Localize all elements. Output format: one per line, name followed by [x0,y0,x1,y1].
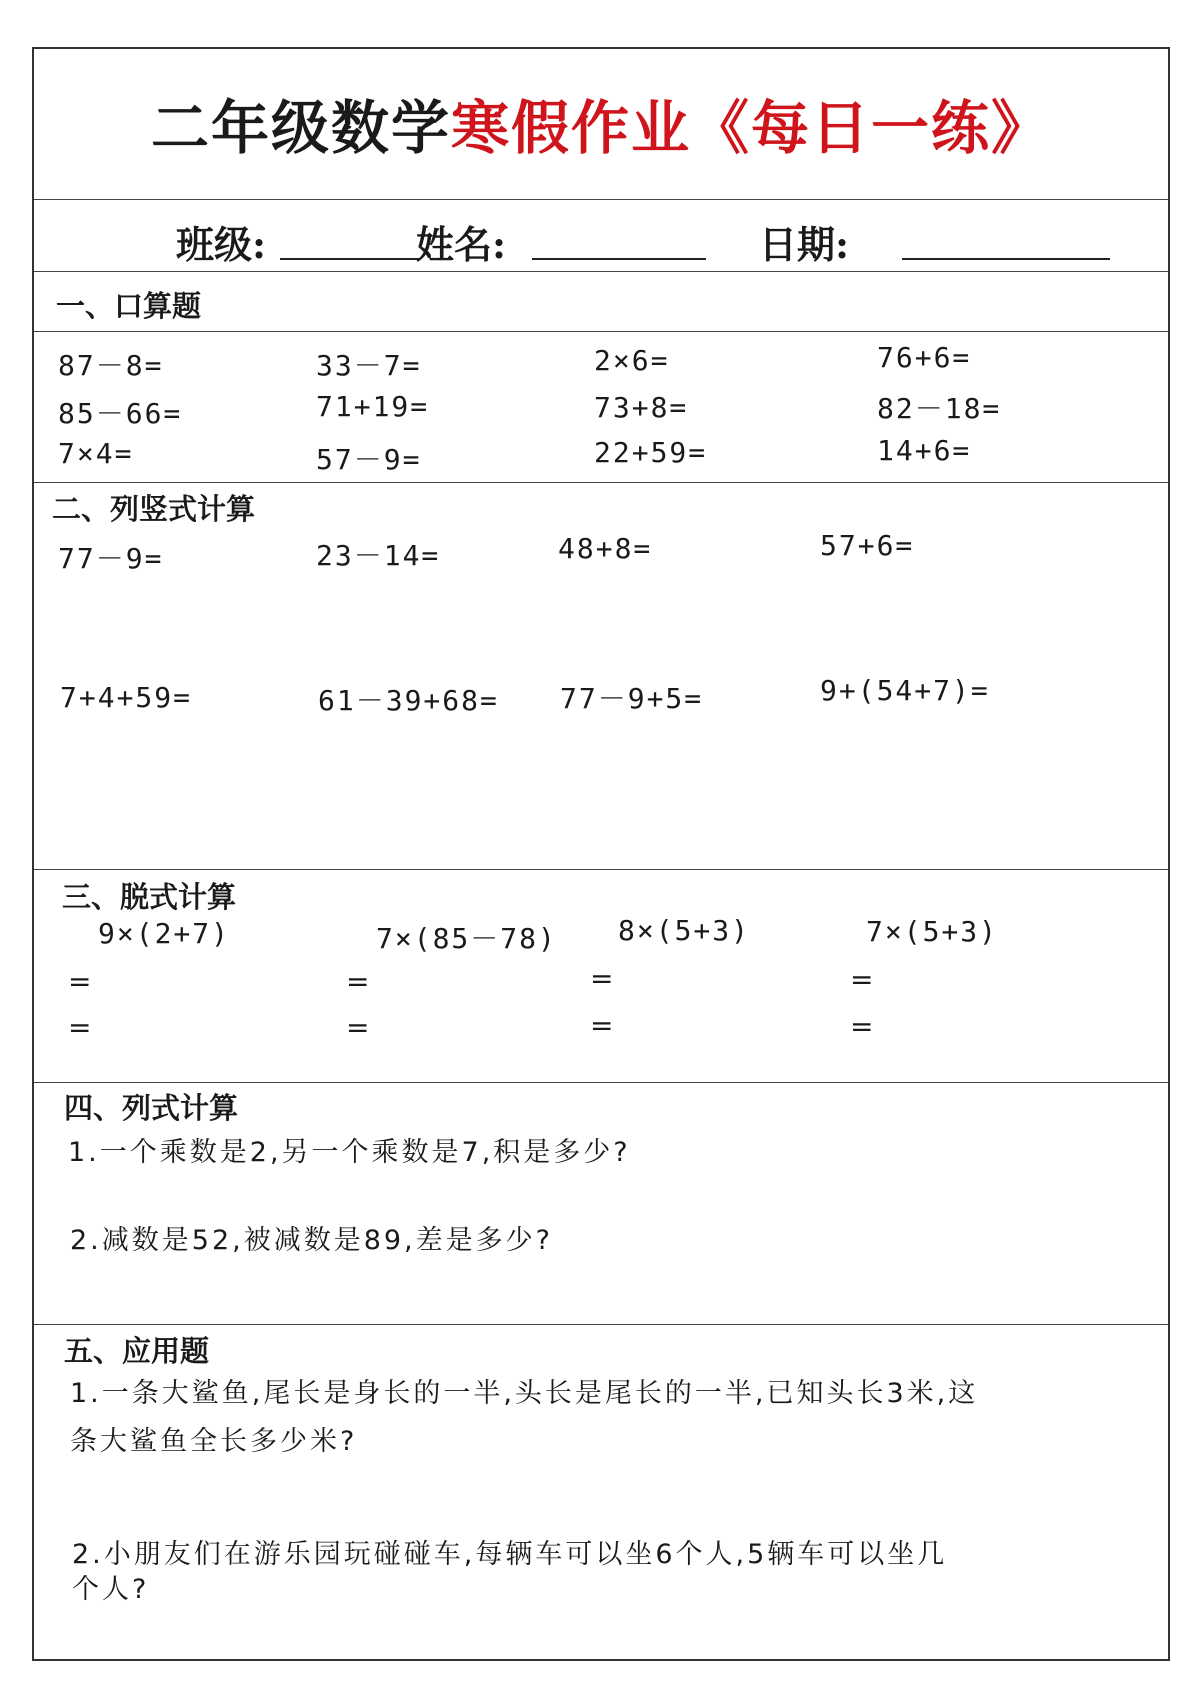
section3-title: 三、脱式计算 [62,880,237,914]
divider [34,869,1168,870]
vertical-calc-item: 61－39+68= [318,684,499,717]
title-red-part: 寒假作业《每日一练》 [451,94,1052,162]
equals-sign: = [850,1010,874,1043]
class-blank[interactable] [280,258,420,260]
word-problem-line: 条大鲨鱼全长多少米? [70,1426,358,1457]
divider [34,331,1168,332]
mental-math-item: 57－9= [316,443,422,476]
equals-sign: = [346,965,370,998]
equals-sign: = [346,1011,370,1044]
word-problem-line: 1.一条大鲨鱼,尾长是身长的一半,头长是尾长的一半,已知头长3米,这 [70,1378,979,1409]
equals-sign: = [850,963,874,996]
vertical-calc-item: 7+4+59= [60,681,193,714]
name-label: 姓名: [416,222,507,267]
vertical-calc-item: 57+6= [820,529,915,562]
name-blank[interactable] [532,258,706,260]
equals-sign: = [68,965,92,998]
divider [34,1324,1168,1325]
worksheet [32,47,1170,1661]
mental-math-item: 7×4= [58,437,134,470]
divider [34,199,1168,200]
step-calc-expression: 9×(2+7) [98,917,231,950]
mental-math-item: 33－7= [316,349,422,382]
equals-sign: = [590,962,614,995]
step-calc-expression: 7×(5+3) [866,915,999,948]
section2-title: 二、列竖式计算 [52,492,256,526]
mental-math-item: 71+19= [316,390,430,423]
equals-sign: = [68,1011,92,1044]
vertical-calc-item: 23－14= [316,539,441,572]
title-black-part: 二年级数学 [150,94,451,162]
word-problem-line: 个人? [72,1574,150,1605]
equals-sign: = [590,1009,614,1042]
section5-title: 五、应用题 [64,1334,210,1368]
word-problem: 2.减数是52,被减数是89,差是多少? [70,1225,553,1256]
vertical-calc-item: 77－9= [58,542,164,575]
mental-math-item: 87－8= [58,349,164,382]
page-title [34,81,1168,165]
word-problem-line: 2.小朋友们在游乐园玩碰碰车,每辆车可以坐6个人,5辆车可以坐几 [72,1539,948,1570]
date-label: 日期: [759,222,850,267]
section1-title: 一、口算题 [56,289,202,323]
vertical-calc-item: 77－9+5= [560,682,704,715]
mental-math-item: 76+6= [877,341,972,374]
class-label: 班级: [176,222,267,267]
word-problem: 1.一个乘数是2,另一个乘数是7,积是多少? [68,1137,631,1168]
mental-math-item: 73+8= [594,391,689,424]
vertical-calc-item: 48+8= [558,532,653,565]
date-blank[interactable] [902,258,1110,260]
vertical-calc-item: 9+(54+7)= [820,674,990,707]
mental-math-item: 2×6= [594,344,670,377]
mental-math-item: 14+6= [877,434,972,467]
divider [34,482,1168,483]
divider [34,1082,1168,1083]
mental-math-item: 22+59= [594,436,708,469]
step-calc-expression: 8×(5+3) [618,914,751,947]
mental-math-item: 82－18= [877,392,1002,425]
divider [34,271,1168,272]
step-calc-expression: 7×(85－78) [376,922,557,955]
section4-title: 四、列式计算 [64,1091,239,1125]
mental-math-item: 85－66= [58,397,183,430]
